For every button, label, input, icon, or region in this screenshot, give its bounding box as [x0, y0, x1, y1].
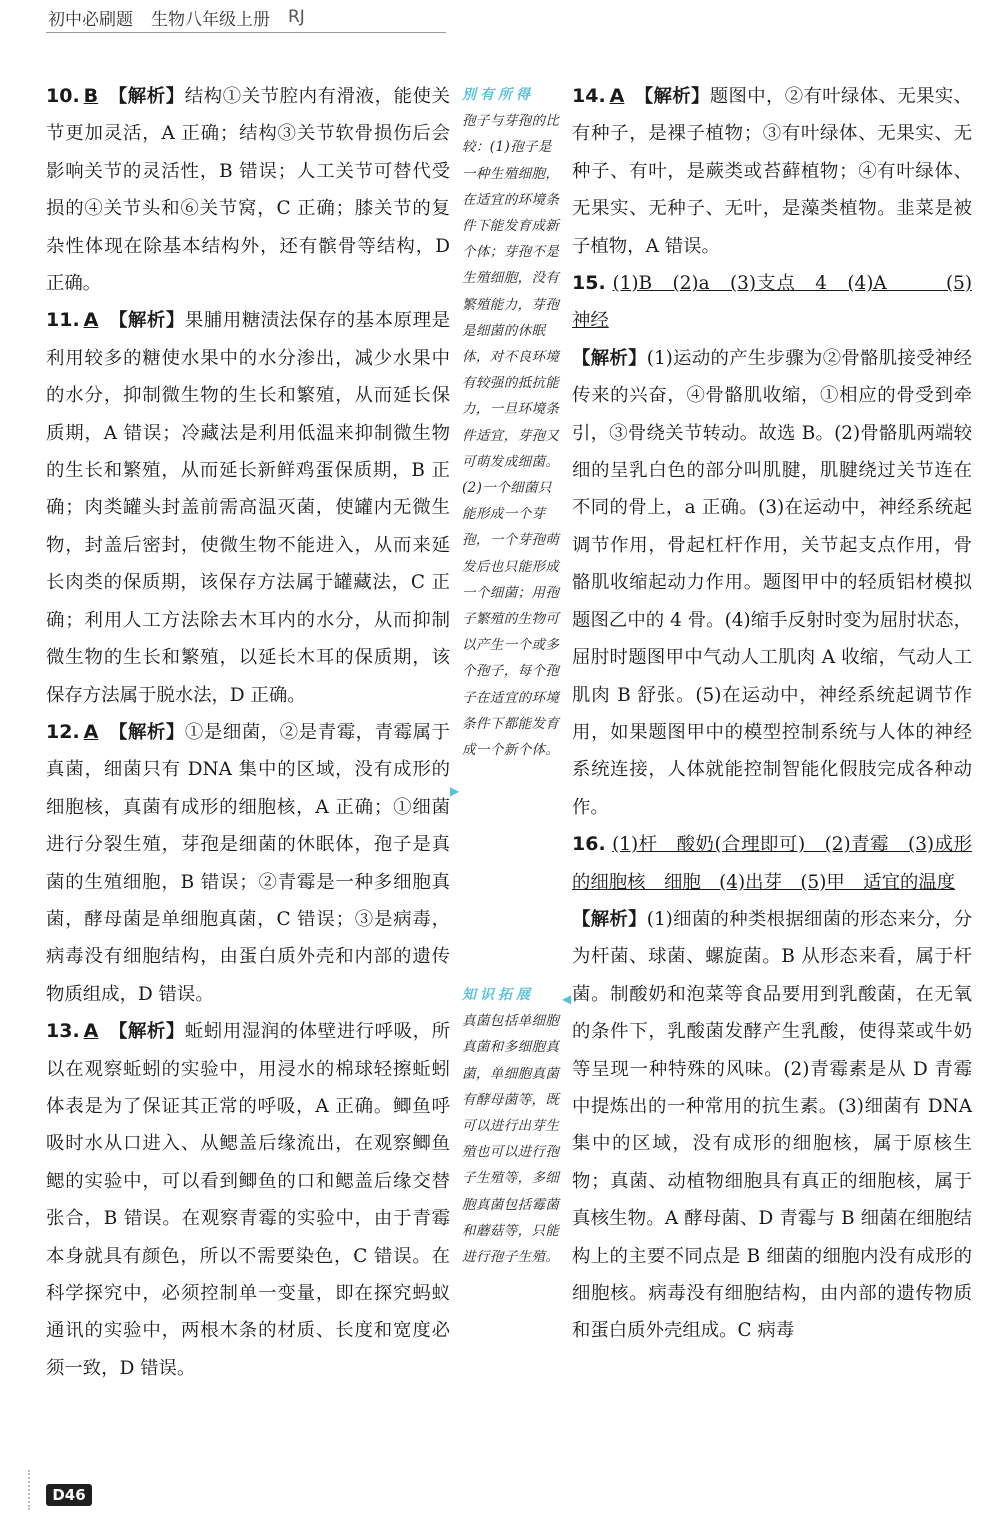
sidebar-note-text: 孢子与芽孢的比较：(1)孢子是一种生殖细胞，在适宜的环境条件下能发育成新个体；芽孢不是生殖细胞，没有繁殖能力，芽孢是细菌的休眠体，对不良环境有较强的抵抗能力，一旦环境条件适宜，芽孢又可萌发成细菌。(2)一个细菌只能形成一个芽孢，一个芽孢萌发后也只能形成一个细菌；用孢子繁殖的生物可以产生一个或多个孢子，每个孢子在适宜的环境条件下都能发育成一个新个体。	[462, 113, 560, 759]
sidebar-note-1	[462, 82, 560, 763]
fill-answers: (1)杆 酸奶(合理即可) (2)青霉 (3)成形的细胞核 细胞 (4)出芽 (5)甲 适宜的温度	[572, 834, 972, 893]
question-number: 12.	[46, 720, 80, 743]
answer-item-12	[46, 714, 450, 1013]
question-number: 10.	[46, 85, 80, 107]
page-edge-dots	[28, 1470, 38, 1510]
analysis-label: 【解析】	[634, 86, 710, 107]
answer-item-13	[46, 1013, 450, 1387]
sidebar-note-2	[462, 982, 560, 1270]
question-number: 13.	[46, 1020, 80, 1043]
pointer-arrow-left-icon: ◀	[562, 992, 572, 1006]
subject-title: 生物八年级上册	[151, 9, 270, 30]
pointer-arrow-icon: ▶	[450, 784, 460, 798]
analysis-label: 【解析】	[572, 347, 647, 369]
question-number: 14.	[572, 85, 606, 107]
right-column	[572, 78, 972, 1350]
analysis-label: 【解析】	[108, 310, 185, 332]
analysis-text: (1)运动的产生步骤为②骨骼肌接受神经传来的兴奋，④骨骼肌收缩，①相应的骨受到牵引，③骨绕关节转动。故选 B。(2)骨骼肌两端较细的呈乳白色的部分叫肌腱，肌腱绕过关节连在不同的骨上，a 正确。(3)在运动中，神经系统起调节作用，骨起杠杆作用，关节起支点作用，骨骼肌收缩起动力作用。题图甲中的轻质铝材模拟题图乙中的 4 骨。(4)缩手反射时变为屈肘状态，屈肘时题图甲中气动人工肌肉 A 收缩，气动人工肌肉 B 舒张。(5)在运动中，神经系统起调节作用，如果题图甲中的模型控制系统与人体的神经系统连接，人体就能控制智能化假肢完成各种动作。	[572, 347, 972, 818]
analysis-text: 蚯蚓用湿润的体壁进行呼吸，所以在观察蚯蚓的实验中，用浸水的棉球轻擦蚯蚓体表是为了保证其正常的呼吸，A 正确。鲫鱼呼吸时水从口进入、从鳃盖后缘流出，在观察鲫鱼鳃的实验中，可以看到鲫鱼的口和鳃盖后缘交替张合，B 错误。在观察青霉的实验中，由于青霉本身就具有颜色，所以不需要染色，C 错误。在科学探究中，必须控制单一变量，即在探究蚂蚁通讯的实验中，两根木条的材质、长度和宽度必须一致，D 错误。	[46, 1021, 450, 1379]
sidebar-note-text: 真菌包括单细胞真菌和多细胞真菌，单细胞真菌有酵母菌等，既可以进行出芽生殖也可以进行孢子生殖等，多细胞真菌包括霉菌和蘑菇等，只能进行孢子生殖。	[462, 1013, 560, 1266]
analysis-label: 【解析】	[108, 721, 185, 743]
analysis-label: 【解析】	[572, 908, 647, 930]
series-title: 初中必刷题	[48, 9, 133, 30]
question-number: 16.	[572, 833, 606, 856]
left-column	[46, 78, 450, 1387]
analysis-text: 果脯用糖渍法保存的基本原理是利用较多的糖使水果中的水分渗出，减少水果中的水分，抑制微生物的生长和繁殖，从而延长保质期，A 错误；冷藏法是利用低温来抑制微生物的生长和繁殖，从而延长新鲜鸡蛋保质期，B 正确；肉类罐头封盖前需高温灭菌，使罐内无微生物，封盖后密封，使微生物不能进入，从而来延长肉类的保质期，该保存方法属于罐藏法，C 正确；利用人工方法除去木耳内的水分，从而抑制微生物的生长和繁殖，以延长木耳的保质期，该保存方法属于脱水法，D 正确。	[46, 310, 450, 706]
answer-item-10	[46, 78, 450, 302]
sidebar-note-title: 知识拓展	[462, 987, 534, 1003]
fill-answers: (1)B (2)a (3)支点 4 (4)A (5)神经	[572, 273, 972, 332]
analysis-label: 【解析】	[108, 86, 185, 107]
header-divider	[46, 32, 446, 33]
answer-choice: B	[83, 85, 99, 107]
answer-choice: A	[609, 85, 625, 107]
analysis-text: 结构①关节腔内有滑液，能使关节更加灵活，A 正确；结构③关节软骨损伤后会影响关节的灵活性，B 错误；人工关节可替代受损的④关节头和⑥关节窝，C 正确；膝关节的复杂性体现在除基本结构外，还有髌骨等结构，D 正确。	[46, 86, 450, 295]
edition-label: RJ	[288, 7, 305, 27]
page-header	[48, 4, 305, 30]
analysis-text: ①是细菌，②是青霉，青霉属于真菌，细菌只有 DNA 集中的区域，没有成形的细胞核，真菌有成形的细胞核，A 正确；①细菌进行分裂生殖，芽孢是细菌的休眠体，孢子是真菌的生殖细胞，B 错误；②青霉是一种多细胞真菌，酵母菌是单细胞真菌，C 错误；③是病毒，病毒没有细胞结构，由蛋白质外壳和内部的遗传物质组成，D 错误。	[46, 721, 450, 1005]
answer-item-16	[572, 826, 972, 1350]
page-number: D46	[46, 1484, 92, 1506]
answer-choice: A	[83, 720, 99, 743]
question-number: 11.	[46, 309, 80, 332]
answer-item-15	[572, 265, 972, 826]
analysis-label: 【解析】	[108, 1021, 185, 1043]
analysis-text: (1)细菌的种类根据细菌的形态来分，分为杆菌、球菌、螺旋菌。B 从形态来看，属于杆菌。制酸奶和泡菜等食品要用到乳酸菌，在无氧的条件下，乳酸菌发酵产生乳酸，使得菜或牛奶等呈现一种特殊的风味。(2)青霉素是从 D 青霉中提炼出的一种常用的抗生素。(3)细菌有 DNA 集中的区域，没有成形的细胞核，属于原核生物；真菌、动植物细胞具有真正的细胞核，属于真核生物。A 酵母菌、D 青霉与 B 细菌在细胞结构上的主要不同点是 B 细菌的细胞内没有成形的细胞核。病毒没有细胞结构，由内部的遗传物质和蛋白质外壳组成。C 病毒	[572, 908, 972, 1342]
question-number: 15.	[572, 272, 606, 295]
answer-item-11	[46, 302, 450, 713]
sidebar-note-title: 別有所得	[462, 87, 534, 103]
answer-item-14	[572, 78, 972, 265]
answer-choice: A	[83, 1020, 99, 1043]
answer-choice: A	[83, 309, 99, 332]
analysis-text: 题图中，②有叶绿体、无果实、有种子，是裸子植物；③有叶绿体、无果实、无种子、有叶，是蕨类或苔藓植物；④有叶绿体、无果实、无种子、无叶，是藻类植物。韭菜是被子植物，A 错误。	[572, 86, 972, 257]
